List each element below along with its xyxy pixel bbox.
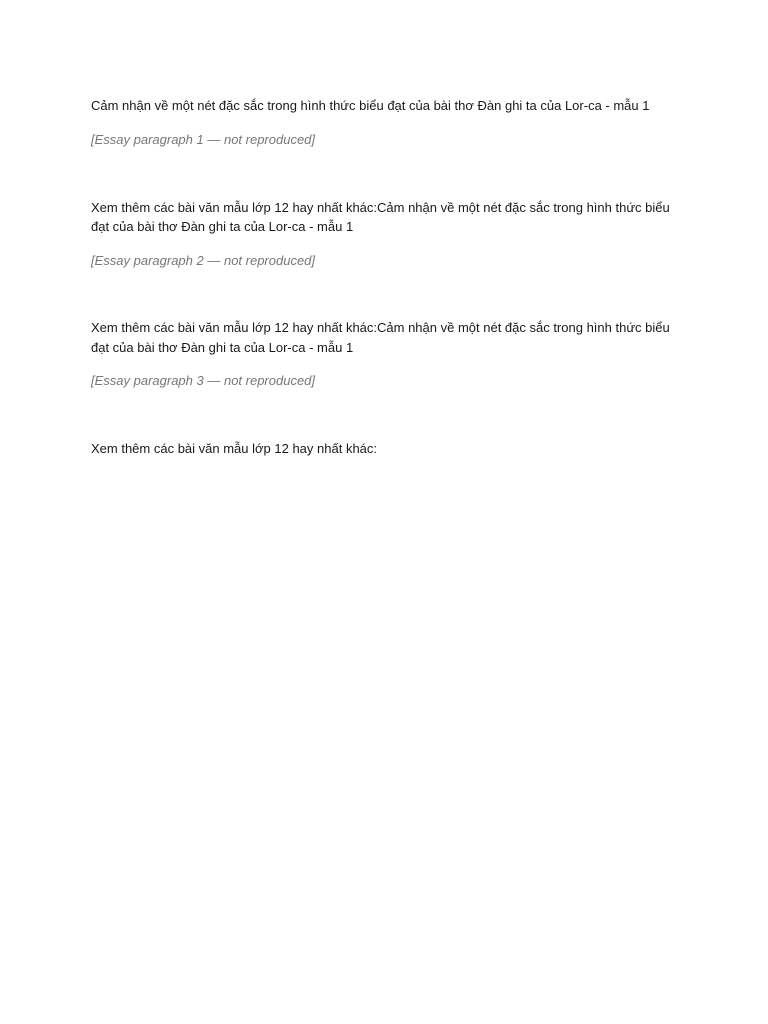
essay-paragraph: [Essay paragraph 3 — not reproduced] <box>91 373 316 388</box>
see-more-heading: Xem thêm các bài văn mẫu lớp 12 hay nhất khác: <box>91 440 378 456</box>
essay-paragraph: [Essay paragraph 2 — not reproduced] <box>91 252 316 268</box>
essay-paragraph: [Essay paragraph 1 — not reproduced] <box>91 132 316 147</box>
document-title: Cảm nhận về một nét đặc sắc trong hình thức biểu đạt của bài thơ Đàn ghi ta của Lor-ca - mẫu 1 <box>91 98 650 113</box>
see-more-heading: Xem thêm các bài văn mẫu lớp 12 hay nhất khác:Cảm nhận về một nét đặc sắc trong hình thức biểu đạt của bài thơ Đàn ghi ta của Lor-ca - mẫu 1 <box>91 199 670 234</box>
see-more-heading: Xem thêm các bài văn mẫu lớp 12 hay nhất khác:Cảm nhận về một nét đặc sắc trong hình thức biểu đạt của bài thơ Đàn ghi ta của Lor-ca - mẫu 1 <box>91 320 670 355</box>
